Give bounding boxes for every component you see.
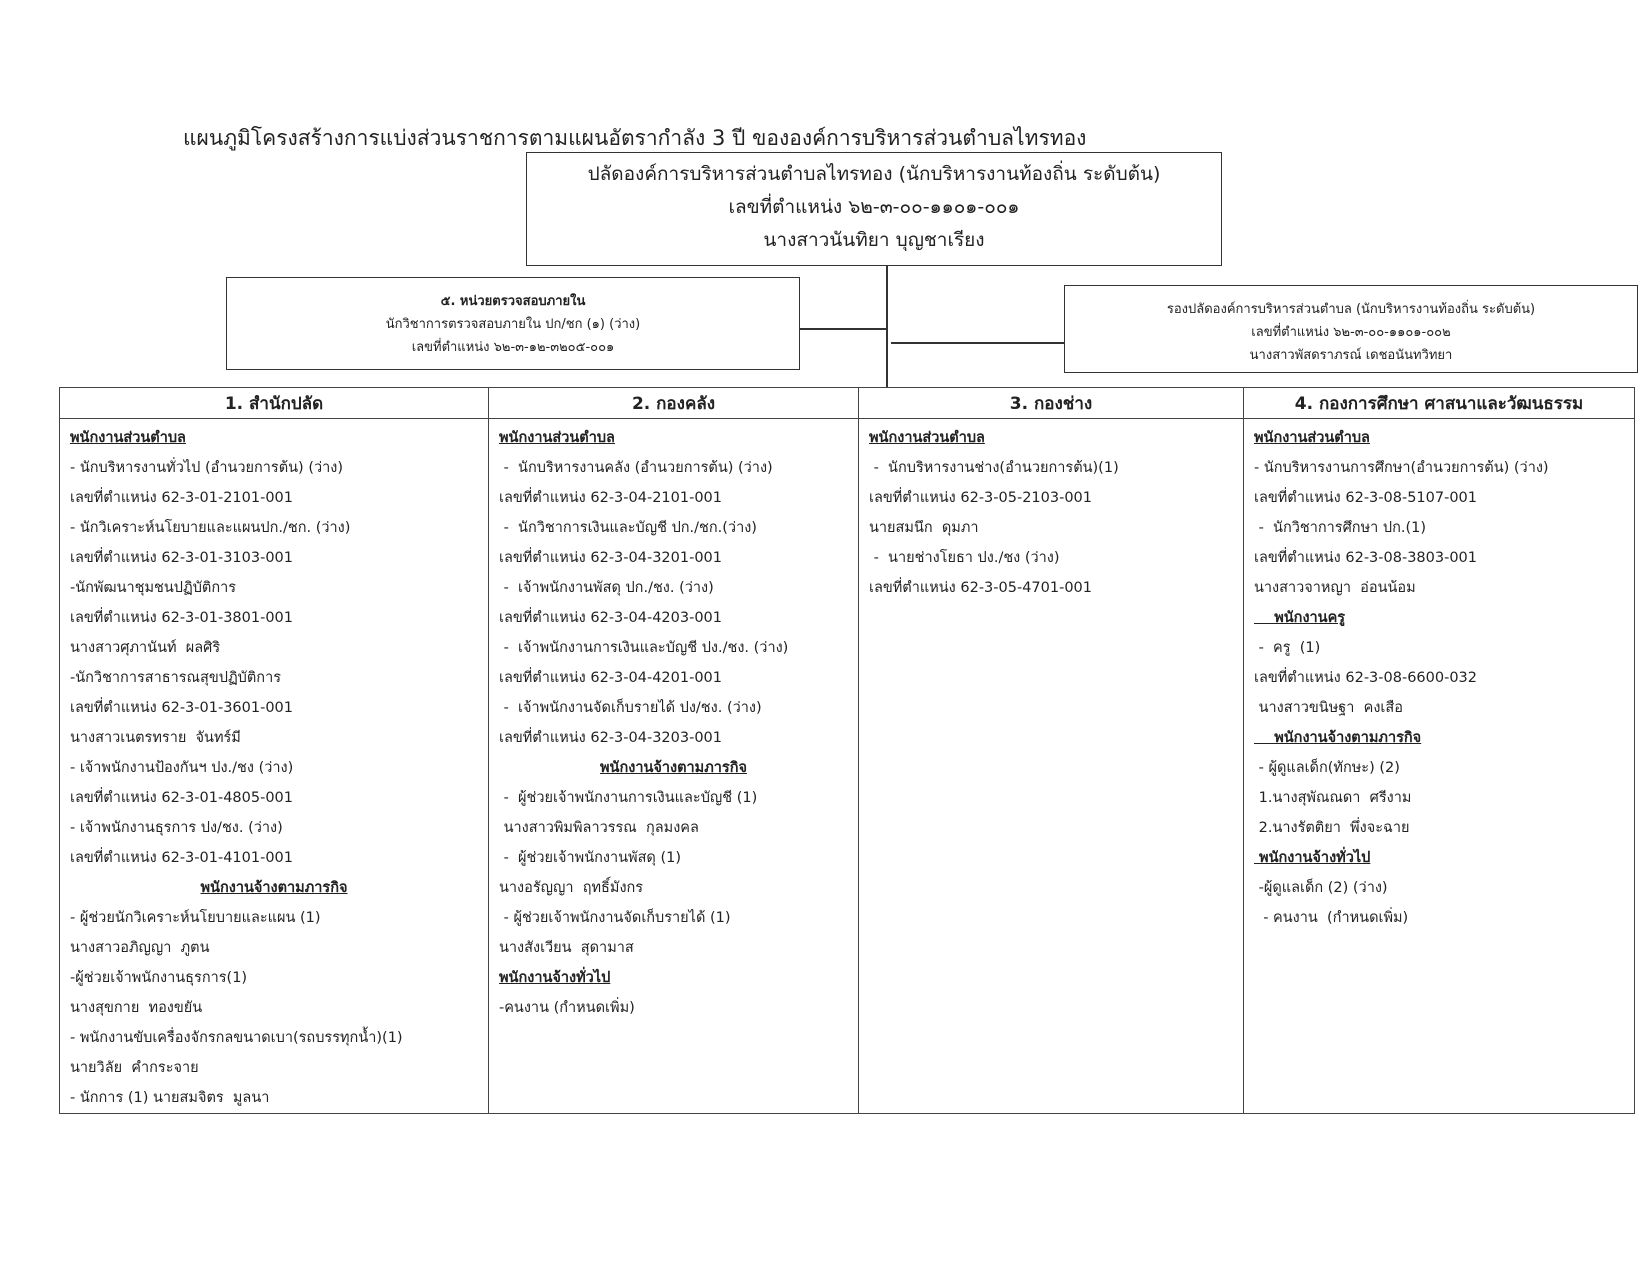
staff-entry: เลขที่ตำแหน่ง 62-3-04-4203-001 — [499, 610, 723, 626]
internal-audit-position: นักวิชาการตรวจสอบภายใน ปก/ชก (๑) (ว่าง) — [385, 317, 641, 332]
staff-entry: - เจ้าพนักงานการเงินและบัญชี ปง./ชง. (ว่าง) — [499, 640, 789, 656]
connector-audit — [800, 328, 886, 330]
staff-entry: - นายช่างโยธา ปง./ชง (ว่าง) — [869, 550, 1060, 566]
connector-deputy — [891, 342, 1064, 344]
staff-entry: เลขที่ตำแหน่ง 62-3-08-5107-001 — [1254, 490, 1478, 506]
staff-entry: เลขที่ตำแหน่ง 62-3-05-2103-001 — [869, 490, 1093, 506]
staff-category-heading: พนักงานครู — [1254, 610, 1346, 626]
staff-entry: เลขที่ตำแหน่ง 62-3-04-2101-001 — [499, 490, 723, 506]
staff-entry: เลขที่ตำแหน่ง 62-3-04-3201-001 — [499, 550, 723, 566]
staff-category-heading: พนักงานจ้างตามภารกิจ — [1254, 730, 1422, 746]
staff-entry: - นักบริหารงานทั่วไป (อำนวยการต้น) (ว่าง) — [70, 460, 343, 476]
deputy-name: นางสาวพัสดราภรณ์ เดชอนันทวิทยา — [1249, 348, 1453, 363]
internal-audit-title: ๕. หน่วยตรวจสอบภายใน — [440, 294, 586, 309]
department-header: 1. สำนักปลัด — [60, 388, 489, 419]
department-column — [489, 419, 859, 1114]
staff-category-heading: พนักงานส่วนตำบล — [1254, 430, 1370, 446]
staff-category-heading: พนักงานจ้างทั่วไป — [499, 970, 611, 986]
staff-entry: นางสาวพิมพิลาวรรณ กุลมงคล — [499, 820, 699, 836]
staff-entry: -คนงาน (กำหนดเพิ่ม) — [499, 1000, 635, 1016]
staff-entry: - นักวิชาการศึกษา ปก.(1) — [1254, 520, 1427, 536]
staff-entry: นายวิลัย คำกระจาย — [70, 1060, 199, 1076]
department-column — [60, 419, 489, 1114]
chief-name: นางสาวนันทิยา บุญชาเรียง — [763, 229, 985, 251]
staff-entry: เลขที่ตำแหน่ง 62-3-01-3601-001 — [70, 700, 294, 716]
staff-category-heading: พนักงานจ้างทั่วไป — [1254, 850, 1371, 866]
internal-audit-number: เลขที่ตำแหน่ง ๖๒-๓-๑๒-๓๒๐๕-๐๐๑ — [411, 340, 615, 355]
deputy-position: รองปลัดองค์การบริหารส่วนตำบล (นักบริหารงานท้องถิ่น ระดับต้น) — [1166, 302, 1536, 317]
department-header: 4. กองการศึกษา ศาสนาและวัฒนธรรม — [1244, 388, 1635, 419]
staff-entry: - ผู้ดูแลเด็ก(ทักษะ) (2) — [1254, 760, 1400, 776]
staff-entry: - เจ้าพนักงานพัสดุ ปก./ชง. (ว่าง) — [499, 580, 714, 596]
department-column — [859, 419, 1244, 1114]
chart-title: แผนภูมิโครงสร้างการแบ่งส่วนราชการตามแผนอัตรากำลัง 3 ปี ขององค์การบริหารส่วนตำบลไทรทอง — [183, 126, 1087, 150]
departments-table — [59, 387, 1635, 1114]
staff-entry: นางสาวขนิษฐา คงเสือ — [1254, 700, 1403, 716]
staff-entry: -นักวิชาการสาธารณสุขปฏิบัติการ — [70, 670, 282, 686]
staff-entry: นางสังเวียน สุดามาส — [499, 940, 634, 956]
staff-entry: - เจ้าพนักงานป้องกันฯ ปง./ชง (ว่าง) — [70, 760, 294, 776]
staff-entry: นางสาวอภิญญา ภูตน — [70, 940, 210, 956]
staff-entry: เลขที่ตำแหน่ง 62-3-01-4101-001 — [70, 850, 294, 866]
staff-entry: เลขที่ตำแหน่ง 62-3-04-3203-001 — [499, 730, 723, 746]
chief-administrator-box — [526, 152, 1222, 266]
internal-audit-box — [226, 277, 800, 370]
chief-position: ปลัดองค์การบริหารส่วนตำบลไทรทอง (นักบริหารงานท้องถิ่น ระดับต้น) — [587, 163, 1161, 185]
staff-category-heading: พนักงานส่วนตำบล — [499, 430, 615, 446]
staff-entry: - ผู้ช่วยเจ้าพนักงานจัดเก็บรายได้ (1) — [499, 910, 731, 926]
staff-entry: นางสาวเนตรทราย จันทร์มี — [70, 730, 241, 746]
staff-entry: - นักการ (1) นายสมจิตร มูลนา — [70, 1090, 270, 1106]
staff-entry: - เจ้าพนักงานจัดเก็บรายได้ ปง/ชง. (ว่าง) — [499, 700, 762, 716]
staff-entry: นายสมนึก ดุมภา — [869, 520, 979, 536]
staff-entry: - ผู้ช่วยเจ้าพนักงานการเงินและบัญชี (1) — [499, 790, 758, 806]
staff-entry: - ผู้ช่วยนักวิเคราะห์นโยบายและแผน (1) — [70, 910, 321, 926]
staff-entry: - นักบริหารงานช่าง(อำนวยการต้น)(1) — [869, 460, 1119, 476]
staff-entry: -ผู้ดูแลเด็ก (2) (ว่าง) — [1254, 880, 1388, 896]
staff-entry: 1.นางสุพัณณดา ศรีงาม — [1254, 790, 1412, 806]
deputy-chief-box — [1064, 285, 1638, 373]
staff-entry: เลขที่ตำแหน่ง 62-3-04-4201-001 — [499, 670, 723, 686]
staff-entry: นางสุขกาย ทองขยัน — [70, 1000, 203, 1016]
connector-vertical — [886, 266, 888, 387]
staff-category-heading: พนักงานจ้างตามภารกิจ — [600, 760, 747, 776]
staff-entry: เลขที่ตำแหน่ง 62-3-01-4805-001 — [70, 790, 294, 806]
staff-entry: เลขที่ตำแหน่ง 62-3-08-6600-032 — [1254, 670, 1478, 686]
staff-entry: -นักพัฒนาชุมชนปฏิบัติการ — [70, 580, 237, 596]
department-header: 3. กองช่าง — [859, 388, 1244, 419]
staff-category-heading: พนักงานจ้างตามภารกิจ — [200, 880, 348, 896]
staff-entry: - พนักงานขับเครื่องจักรกลขนาดเบา(รถบรรทุกน้ำ)(1) — [70, 1030, 403, 1046]
staff-entry: เลขที่ตำแหน่ง 62-3-05-4701-001 — [869, 580, 1093, 596]
chief-position-number: เลขที่ตำแหน่ง ๖๒-๓-๐๐-๑๑๐๑-๐๐๑ — [728, 196, 1020, 218]
staff-entry: 2.นางรัตติยา พึ่งจะฉาย — [1254, 820, 1410, 836]
staff-entry: เลขที่ตำแหน่ง 62-3-08-3803-001 — [1254, 550, 1478, 566]
staff-entry: - นักวิเคราะห์นโยบายและแผนปก./ชก. (ว่าง) — [70, 520, 351, 536]
staff-entry: เลขที่ตำแหน่ง 62-3-01-2101-001 — [70, 490, 294, 506]
staff-entry: - นักวิชาการเงินและบัญชี ปก./ชก.(ว่าง) — [499, 520, 757, 536]
staff-entry: - คนงาน (กำหนดเพิ่ม) — [1254, 910, 1409, 926]
staff-category-heading: พนักงานส่วนตำบล — [70, 430, 186, 446]
department-column — [1244, 419, 1635, 1114]
staff-entry: - เจ้าพนักงานธุรการ ปง/ชง. (ว่าง) — [70, 820, 283, 836]
staff-category-heading: พนักงานส่วนตำบล — [869, 430, 985, 446]
staff-entry: นางอรัญญา ฤทธิ์มังกร — [499, 880, 644, 896]
staff-entry: - ผู้ช่วยเจ้าพนักงานพัสดุ (1) — [499, 850, 681, 866]
staff-entry: - ครู (1) — [1254, 640, 1321, 656]
staff-entry: นางสาวจาหญา อ่อนน้อม — [1254, 580, 1416, 596]
staff-entry: -ผู้ช่วยเจ้าพนักงานธุรการ(1) — [70, 970, 248, 986]
staff-entry: - นักบริหารงานการศึกษา(อำนวยการต้น) (ว่าง) — [1254, 460, 1549, 476]
staff-entry: - นักบริหารงานคลัง (อำนวยการต้น) (ว่าง) — [499, 460, 773, 476]
staff-entry: เลขที่ตำแหน่ง 62-3-01-3801-001 — [70, 610, 294, 626]
deputy-position-number: เลขที่ตำแหน่ง ๖๒-๓-๐๐-๑๑๐๑-๐๐๒ — [1251, 325, 1451, 340]
department-header: 2. กองคลัง — [489, 388, 859, 419]
staff-entry: เลขที่ตำแหน่ง 62-3-01-3103-001 — [70, 550, 294, 566]
staff-entry: นางสาวศุภานันท์ ผลศิริ — [70, 640, 221, 656]
